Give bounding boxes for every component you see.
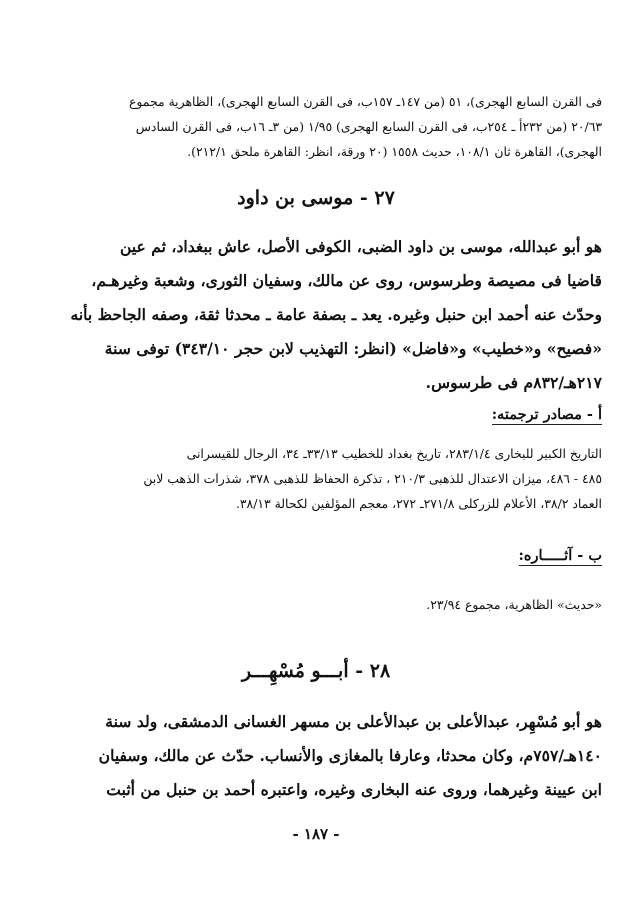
page-number: - ١٨٧ - <box>292 825 340 843</box>
entry-27-works-title <box>44 545 602 566</box>
sources-title: أ - مصادر ترجمته: <box>491 406 602 423</box>
source-line: العماد ٣٨/٢، الأعلام للزركلى ٢٧١/٨ـ ٢٧٢، معجم المؤلفين لكحالة ٣٨/١٣. <box>235 496 602 511</box>
footnote-line: فى القرن السابع الهجرى)، ٥١ (من ١٤٧ـ ١٥٧ب، فى القرن السابع الهجرى)، الظاهرية مجموع <box>129 94 602 109</box>
bio-line: هو أبو عبدالله، موسى بن داود الضبى، الكوفى الأصل، عاش ببغداد، ثم عين <box>119 237 602 256</box>
bio-line: «فصيح» و«خطيب» و«فاضل» (انظر: التهذيب لابن حجر ٣٤٣/١٠) توفى سنة <box>104 339 602 358</box>
source-line: ٤٨٥ - ٤٨٦، ميزان الاعتدال للذهبى ٢١٠/٣ ، تذكرة الحفاظ للذهبى ٣٧٨، شذرات الذهب لابن <box>143 471 602 486</box>
entry-27-heading: ٢٧ - موسى بن داود <box>237 187 395 209</box>
source-line: التاريخ الكبير للبخارى ٢٨٣/١/٤، تاريخ بغداد للخطيب ٣٣/١٣ـ ٣٤، الرجال للقيسرانى <box>186 446 602 461</box>
entry-27-bio <box>44 230 602 400</box>
entry-27-works <box>44 592 602 617</box>
bio-line: ١٤٠هـ/٧٥٧م، وكان محدثا، وعارفا بالمغازى والأنساب. حدّث عن مالك، وسفيان <box>98 746 602 765</box>
entry-27-sources-title <box>44 404 602 425</box>
bio-line: ٢١٧هـ/٨٣٢م فى طرسوس. <box>425 373 602 392</box>
entry-27-sources <box>44 441 602 516</box>
bio-line: وحدّث عنه أحمد ابن حنبل وغيره. يعد ـ بصفة عامة ـ محدثا ثقة، وصفه الجاحظ بأنه <box>70 305 602 324</box>
bio-line: هو أبو مُسْهِر، عبدالأعلى بن عبدالأعلى بن مسهر الغسانى الدمشقى، ولد سنة <box>105 712 602 731</box>
entry-28-heading: ٢٨ - أبـــو مُسْهِـــر <box>241 660 391 682</box>
bio-line: ابن عيينة وغيرهما، وروى عنه البخارى وغيره، واعتبره أحمد بن حنبل من أثبت <box>106 780 602 799</box>
works-title: ب - آثـــــاره: <box>518 547 602 564</box>
footnote-line: ٢٠/٦٣ (من ٢٣٢أ ـ ٢٥٤ب، فى القرن السابع الهجرى) ١/٩٥ (من ٣ـ ١٦ب، فى القرن السادس <box>135 119 602 134</box>
bio-line: قاضيا فى مصيصة وطرسوس، روى عن مالك، وسفيان الثورى، وشعبة وغيرهـم، <box>91 271 602 290</box>
entry-28-bio <box>44 705 602 807</box>
work-line: «حديث» الظاهرية، مجموع ٢٣/٩٤. <box>426 597 602 612</box>
footnote-line: الهجرى)، القاهرة ثان ١٠٨/١، حديث ١٥٥٨ (٢٠ ورقة، انظر: القاهرة ملحق ٢١٢/١). <box>187 144 602 159</box>
top-footnote <box>44 89 602 164</box>
